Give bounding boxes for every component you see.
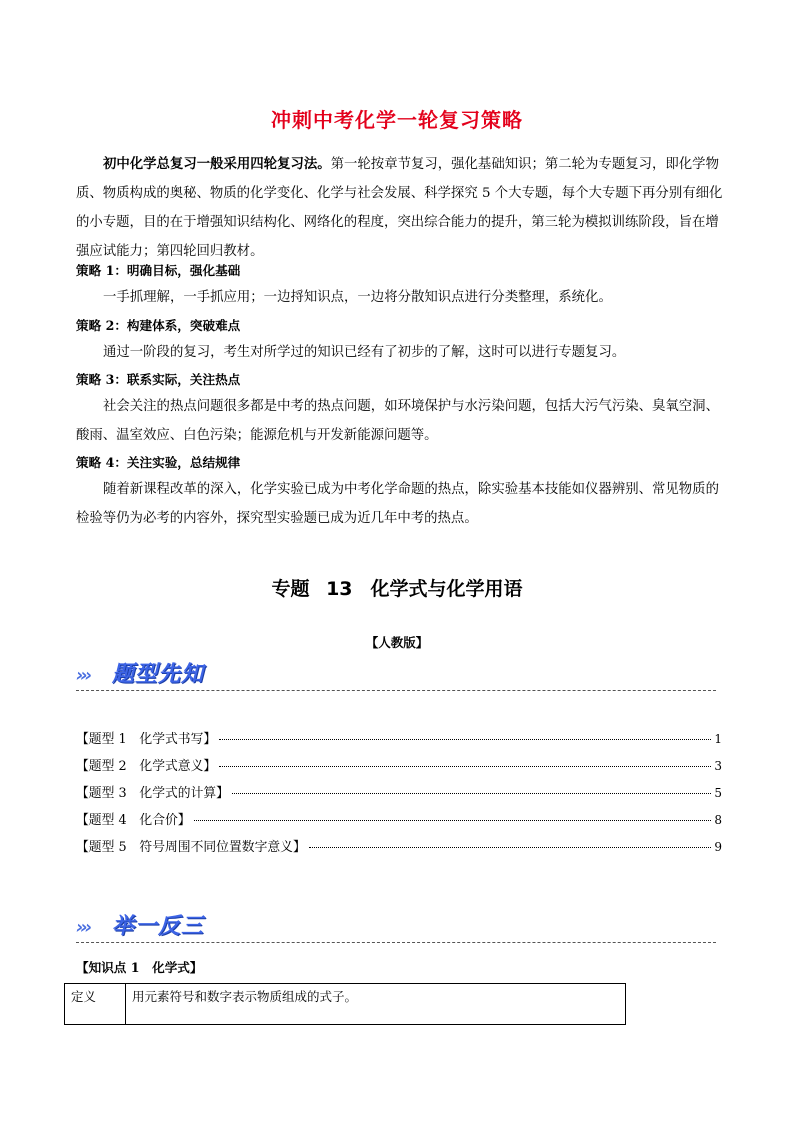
strategy-heading: 策略 2：构建体系，突破难点 bbox=[76, 318, 241, 333]
toc-page-number: 9 bbox=[714, 840, 722, 854]
strategy-body: 随着新课程改革的深入，化学实验已成为中考化学命题的热点，除实验基本技能如仪器辨别、常见物质的检验等仍为必考的内容外，探究型实验题已成为近几年中考的热点。 bbox=[76, 482, 719, 526]
toc-label: 【题型 1 化学式书写】 bbox=[76, 732, 217, 747]
toc-item[interactable] bbox=[76, 728, 722, 755]
intro-lead: 初中化学总复习一般采用四轮复习法。 bbox=[103, 156, 331, 172]
banner-arrows-icon: ››› bbox=[76, 917, 90, 938]
strategy-heading: 策略 1：明确目标，强化基础 bbox=[76, 263, 241, 278]
toc-label: 【题型 3 化学式的计算】 bbox=[76, 786, 229, 801]
divider bbox=[76, 942, 716, 943]
toc-item[interactable] bbox=[76, 809, 722, 836]
strategy-2 bbox=[76, 313, 724, 367]
strategy-1 bbox=[76, 258, 724, 312]
toc-item[interactable] bbox=[76, 755, 722, 782]
toc-label: 【题型 4 化合价】 bbox=[76, 813, 191, 828]
banner-arrows-icon: ››› bbox=[76, 665, 90, 686]
topic-name: 化学式与化学用语 bbox=[370, 578, 523, 600]
topic-title bbox=[0, 574, 794, 601]
divider bbox=[76, 690, 716, 691]
banner-title: 题型先知 bbox=[112, 662, 205, 687]
edition-label: 【人教版】 bbox=[365, 635, 429, 650]
toc-leader bbox=[219, 766, 711, 767]
topic-number: 专题 13 bbox=[271, 578, 353, 600]
table-row bbox=[65, 984, 626, 1025]
strategy-4 bbox=[76, 450, 724, 533]
strategy-heading: 策略 4：关注实验，总结规律 bbox=[76, 455, 241, 470]
table-of-contents bbox=[76, 728, 722, 863]
strategy-heading: 策略 3：联系实际，关注热点 bbox=[76, 372, 241, 387]
banner-question-types bbox=[76, 660, 716, 690]
strategy-body: 通过一阶段的复习，考生对所学过的知识已经有了初步的了解，这时可以进行专题复习。 bbox=[103, 345, 626, 360]
toc-leader bbox=[194, 820, 711, 821]
toc-leader bbox=[232, 793, 711, 794]
strategy-body: 社会关注的热点问题很多都是中考的热点问题，如环境保护与水污染问题，包括大污气污染、臭氧空洞、酸雨、温室效应、白色污染；能源危机与开发新能源问题等。 bbox=[76, 399, 719, 443]
banner-practice bbox=[76, 912, 716, 942]
toc-page-number: 8 bbox=[714, 813, 722, 827]
toc-item[interactable] bbox=[76, 836, 722, 863]
toc-label: 【题型 2 化学式意义】 bbox=[76, 759, 217, 774]
strategy-3 bbox=[76, 367, 724, 450]
banner-title: 举一反三 bbox=[112, 914, 205, 939]
toc-label: 【题型 5 符号周围不同位置数字意义】 bbox=[76, 840, 306, 855]
toc-page-number: 5 bbox=[714, 786, 722, 800]
main-title: 冲刺中考化学一轮复习策略 bbox=[271, 108, 523, 132]
definition-table bbox=[64, 983, 626, 1025]
table-key-cell: 定义 bbox=[65, 984, 126, 1025]
table-value-cell: 用元素符号和数字表示物质组成的式子。 bbox=[126, 984, 626, 1025]
knowledge-point-title: 【知识点 1 化学式】 bbox=[76, 960, 203, 975]
strategy-body: 一手抓理解，一手抓应用；一边捋知识点，一边将分散知识点进行分类整理，系统化。 bbox=[103, 290, 612, 305]
intro-text: 第一轮按章节复习，强化基础知识；第二轮为专题复习，即化学物质、物质构成的奥秘、物质的化学变化、化学与社会发展、科学探究 5 个大专题，每个大专题下再分别有细化的小专题，目的在于增强知识结构化、网络化的程度，突出综合能力的提升，第三轮为模拟训练阶段，旨在增强应试能力；第四轮回归教材。 bbox=[76, 157, 723, 259]
toc-leader bbox=[309, 847, 711, 848]
intro-paragraph bbox=[76, 150, 724, 266]
toc-page-number: 3 bbox=[714, 759, 722, 773]
toc-leader bbox=[219, 739, 711, 740]
toc-page-number: 1 bbox=[714, 732, 722, 746]
toc-item[interactable] bbox=[76, 782, 722, 809]
